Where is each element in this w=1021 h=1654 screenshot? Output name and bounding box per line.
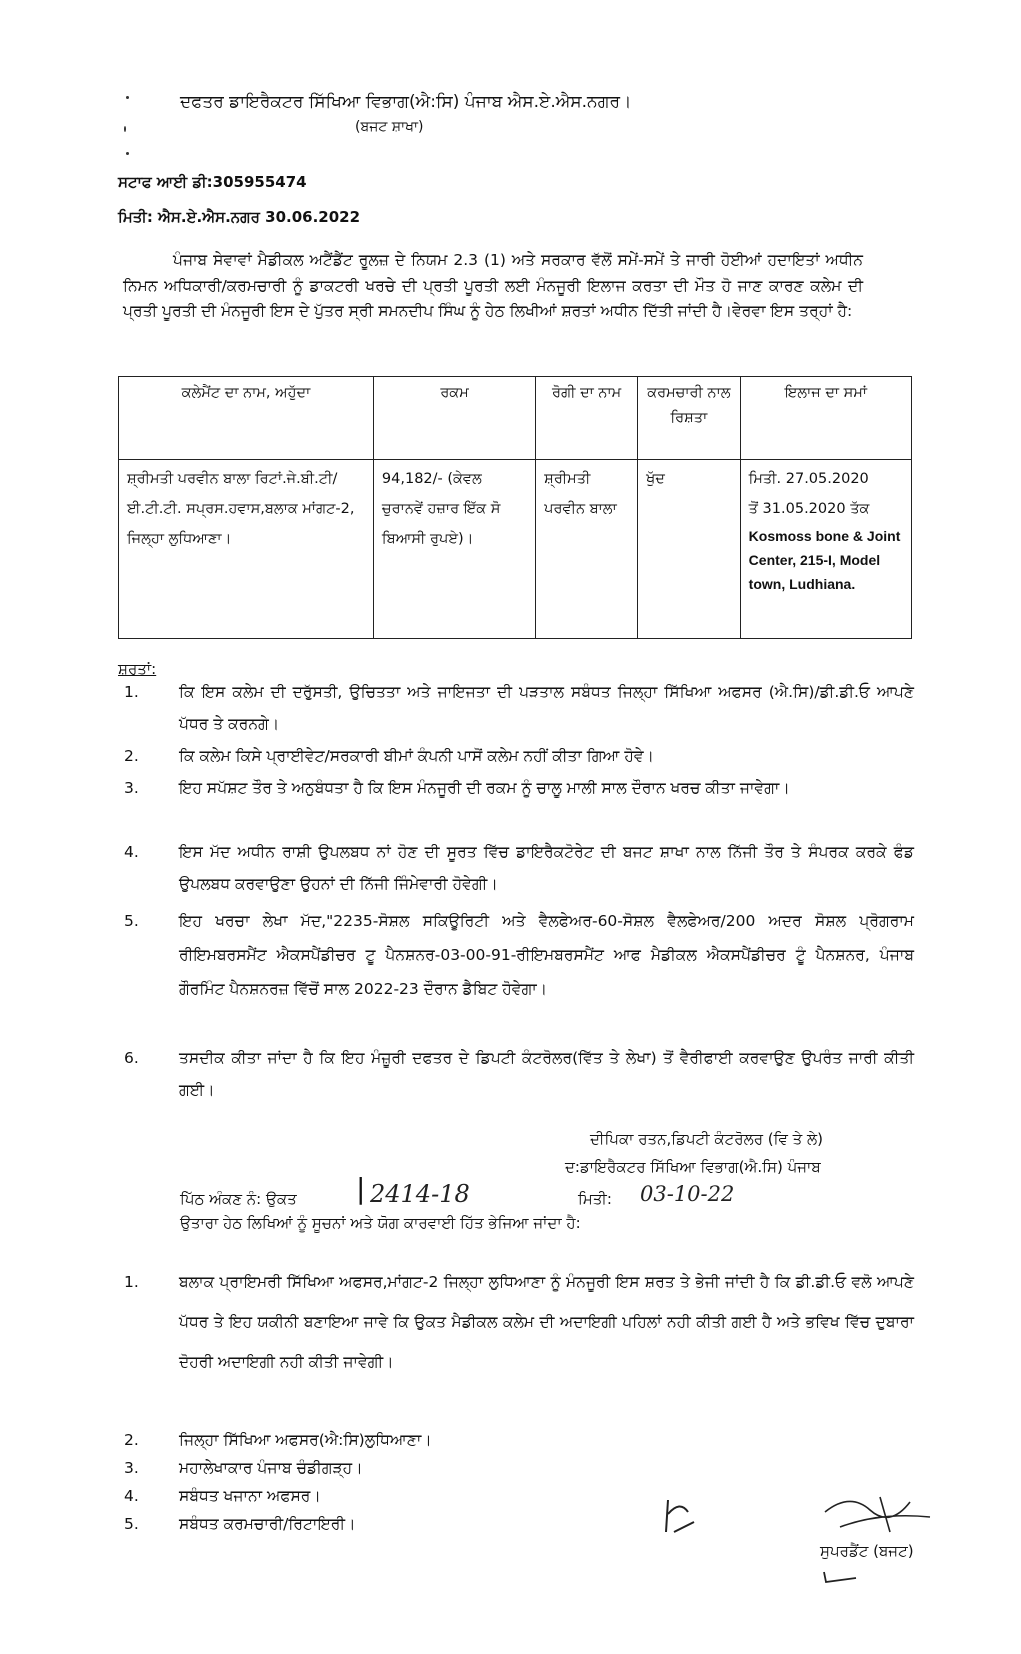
recipient-item	[124, 1262, 914, 1382]
condition-text: ਇਸ ਮੱਦ ਅਧੀਨ ਰਾਸ਼ੀ ਉਪਲਬਧ ਨਾਂ ਹੋਣ ਦੀ ਸੂਰਤ ਵਿੱਚ ਡਾਇਰੈਕਟੋਰੇਟ ਦੀ ਬਜਟ ਸ਼ਾਖਾ ਨਾਲ ਨਿੱਜੀ ਤੌਰ ਤੇ ਸੰਪਰਕ ਕਰਕੇ ਫੰਡ ਉਪਲਬਧ ਕਰਵਾਉਣਾ ਉਹਨਾਂ ਦੀ ਨਿੱਜੀ ਜਿੰਮੇਵਾਰੀ ਹੋਵੇਗੀ।	[179, 843, 914, 893]
recipient-item	[124, 1482, 914, 1510]
condition-text: ਕਿ ਇਸ ਕਲੇਮ ਦੀ ਦਰੁੱਸਤੀ, ਉਚਿਤਤਾ ਅਤੇ ਜਾਇਜਤਾ ਦੀ ਪੜਤਾਲ ਸਬੰਧਤ ਜਿਲ੍ਹਾ ਸਿੱਖਿਆ ਅਫਸਰ (ਐ.ਸਿ)/ਡੀ.ਡੀ.ਓ ਆਪਣੇ ਪੱਧਰ ਤੇ ਕਰਨਗੇ।	[179, 683, 914, 733]
condition-number: 1.	[124, 683, 139, 701]
recipient-text: ਬਲਾਕ ਪ੍ਰਾਇਮਰੀ ਸਿੱਖਿਆ ਅਫਸਰ,ਮਾਂਗਟ-2 ਜਿਲ੍ਹਾ ਲੁਧਿਆਣਾ ਨੂੰ ਮੰਨਜੂਰੀ ਇਸ ਸ਼ਰਤ ਤੇ ਭੇਜੀ ਜਾਂਦੀ ਹੈ ਕਿ ਡੀ.ਡੀ.ਓ ਵਲੋ ਆਪਣੇ ਪੱਧਰ ਤੇ ਇਹ ਯਕੀਨੀ ਬਣਾਇਆ ਜਾਵੇ ਕਿ ਉਕਤ ਮੈਡੀਕਲ ਕਲੇਮ ਦੀ ਅਦਾਇਗੀ ਪਹਿਲਾਂ ਨਹੀ ਕੀਤੀ ਗਈ ਹੈ ਅਤੇ ਭਵਿਖ ਵਿੱਚ ਦੁਬਾਰਾ ਦੋਹਰੀ ਅਦਾਇਗੀ ਨਹੀ ਕੀਤੀ ਜਾਵੇਗੀ।	[179, 1273, 914, 1371]
endorsement-bracket: |	[356, 1172, 366, 1205]
condition-text: ਇਹ ਸਪੱਸ਼ਟ ਤੌਰ ਤੇ ਅਨੁਬੰਧਤਾ ਹੈ ਕਿ ਇਸ ਮੰਨਜੂਰੀ ਦੀ ਰਕਮ ਨੂੰ ਚਾਲੂ ਮਾਲੀ ਸਾਲ ਦੌਰਾਨ ਖਰਚ ਕੀਤਾ ਜਾਵੇਗਾ।	[179, 779, 790, 797]
scan-speck	[126, 96, 129, 99]
signature-stroke	[825, 1497, 930, 1532]
hospital-address: Kosmoss bone & Joint Center, 215-I, Model town, Ludhiana.	[748, 528, 901, 592]
endorsement-label: ਪਿੱਠ ਅੰਕਣ ਨੰ: ਉਕਤ	[180, 1190, 297, 1208]
table-header-row	[119, 377, 912, 460]
condition-item	[124, 904, 914, 1006]
recipient-number: 2.	[124, 1431, 139, 1449]
recipient-text: ਮਹਾਲੇਖਾਕਾਰ ਪੰਜਾਬ ਚੰਡੀਗੜ੍ਹ।	[179, 1459, 363, 1477]
signatory-office: ਦ:ਡਾਇਰੈਕਟਰ ਸਿੱਖਿਆ ਵਿਭਾਗ(ਐ.ਸਿ) ਪੰਜਾਬ	[565, 1158, 821, 1176]
condition-number: 5.	[124, 912, 139, 930]
condition-number: 4.	[124, 843, 139, 861]
dated-signature	[820, 1482, 940, 1542]
condition-item	[124, 740, 914, 772]
scan-speck	[126, 152, 129, 155]
condition-number: 6.	[124, 1049, 139, 1067]
cell-relation: ਖੁੱਦ	[638, 460, 741, 639]
recipient-text: ਜਿਲ੍ਹਾ ਸਿੱਖਿਆ ਅਫਸਰ(ਐ:ਸਿ)ਲੁਧਿਆਣਾ।	[179, 1431, 432, 1449]
recipient-item	[124, 1454, 914, 1482]
recipient-number: 1.	[124, 1273, 139, 1291]
period-from: ਮਿਤੀ. 27.05.2020	[748, 471, 869, 487]
short-signature	[820, 1566, 860, 1586]
condition-text: ਕਿ ਕਲੇਮ ਕਿਸੇ ਪ੍ਰਾਈਵੇਟ/ਸਰਕਾਰੀ ਬੀਮਾਂ ਕੰਪਨੀ ਪਾਸੋਂ ਕਲੇਮ ਨਹੀਂ ਕੀਤਾ ਗਿਆ ਹੋਵੇ।	[179, 747, 655, 765]
header-amount: ਰਕਮ	[373, 377, 535, 460]
cell-patient: ਸ਼੍ਰੀਮਤੀ ਪਰਵੀਨ ਬਾਲਾ	[536, 460, 638, 639]
office-header: ਦਫਤਰ ਡਾਇਰੈਕਟਰ ਸਿੱਖਿਆ ਵਿਭਾਗ(ਐ:ਸਿ) ਪੰਜਾਬ ਐਸ.ਏ.ਐਸ.ਨਗਰ।	[180, 92, 632, 112]
recipient-number: 4.	[124, 1487, 139, 1505]
header-claimant: ਕਲੇਮੈਂਟ ਦਾ ਨਾਮ, ਅਹੁੱਦਾ	[119, 377, 374, 460]
cell-claimant: ਸ਼੍ਰੀਮਤੀ ਪਰਵੀਨ ਬਾਲਾ ਰਿਟਾਂ.ਜੇ.ਬੀ.ਟੀ/ਈ.ਟੀ.ਟੀ. ਸਪ੍ਰਸ.ਹਵਾਸ,ਬਲਾਕ ਮਾਂਗਟ-2, ਜਿਲ੍ਹਾ ਲੁਧਿਆਣਾ।	[119, 460, 374, 639]
cell-period	[740, 460, 911, 639]
condition-item	[124, 1042, 914, 1106]
condition-number: 3.	[124, 779, 139, 797]
recipient-text: ਸਬੰਧਤ ਖਜਾਨਾ ਅਫਸਰ।	[179, 1487, 321, 1505]
signatory-name: ਦੀਪਿਕਾ ਰਤਨ,ਡਿਪਟੀ ਕੰਟਰੋਲਰ (ਵਿ ਤੇ ਲੇ)	[590, 1130, 823, 1148]
claims-table	[118, 376, 912, 639]
issue-date: ਮਿਤੀ: ਐਸ.ਏ.ਐਸ.ਨਗਰ 30.06.2022	[118, 208, 361, 226]
recipient-item	[124, 1510, 914, 1538]
cell-amount: 94,182/- (ਕੇਵਲ ਚੁਰਾਨਵੇਂ ਹਜ਼ਾਰ ਇੱਕ ਸੋ ਬਿਆਸੀ ਰੁਪਏ)।	[373, 460, 535, 639]
condition-item	[124, 772, 914, 804]
intro-paragraph: ਪੰਜਾਬ ਸੇਵਾਵਾਂ ਮੈਡੀਕਲ ਅਟੈਂਡੈਂਟ ਰੂਲਜ਼ ਦੇ ਨਿਯਮ 2.3 (1) ਅਤੇ ਸਰਕਾਰ ਵੱਲੋਂ ਸਮੇਂ-ਸਮੇਂ ਤੇ ਜਾਰੀ ਹੋਈਆਂ ਹਦਾਇਤਾਂ ਅਧੀਨ ਨਿਮਨ ਅਧਿਕਾਰੀ/ਕਰਮਚਾਰੀ ਨੂੰ ਡਾਕਟਰੀ ਖਰਚੇ ਦੀ ਪ੍ਰਤੀ ਪੂਰਤੀ ਲਈ ਮੰਨਜੂਰੀ ਇਲਾਜ ਕਰਤਾ ਦੀ ਮੌਤ ਹੋ ਜਾਣ ਕਾਰਣ ਕਲੇਮ ਦੀ ਪ੍ਰਤੀ ਪੂਰਤੀ ਦੀ ਮੰਨਜੂਰੀ ਇਸ ਦੇ ਪੁੱਤਰ ਸ੍ਰੀ ਸਮਨਦੀਪ ਸਿੰਘ ਨੂੰ ਹੇਠ ਲਿਖੀਆਂ ਸ਼ਰਤਾਂ ਅਧੀਨ ਦਿੱਤੀ ਜਾਂਦੀ ਹੈ।ਵੇਰਵਾ ਇਸ ਤਰ੍ਹਾਂ ਹੈ:	[123, 251, 863, 320]
endorsement-date: 03-10-22	[640, 1182, 735, 1206]
scan-speck	[124, 126, 126, 132]
header-period: ਇਲਾਜ ਦਾ ਸਮਾਂ	[740, 377, 911, 460]
conditions-title: ਸ਼ਰਤਾਂ:	[118, 660, 157, 678]
condition-item	[124, 836, 914, 900]
recipient-number: 3.	[124, 1459, 139, 1477]
header-patient: ਰੋਗੀ ਦਾ ਨਾਮ	[536, 377, 638, 460]
condition-text: ਤਸਦੀਕ ਕੀਤਾ ਜਾਂਦਾ ਹੈ ਕਿ ਇਹ ਮੰਜ਼ੂਰੀ ਦਫਤਰ ਦੇ ਡਿਪਟੀ ਕੰਟਰੋਲਰ(ਵਿੱਤ ਤੇ ਲੇਖਾ) ਤੋਂ ਵੈਰੀਫਾਈ ਕਰਵਾਉਣ ਉਪਰੰਤ ਜਾਰੀ ਕੀਤੀ ਗਈ।	[179, 1049, 914, 1099]
endorsement-number: 2414-18	[370, 1180, 470, 1208]
recipient-item	[124, 1426, 914, 1454]
signature-stroke	[666, 1500, 694, 1532]
condition-item	[124, 676, 914, 740]
condition-text: ਇਹ ਖਰਚਾ ਲੇਖਾ ਮੱਦ,"2235-ਸੋਸ਼ਲ ਸਕਿਊਰਿਟੀ ਅਤੇ ਵੈਲਫੇਅਰ-60-ਸੋਸ਼ਲ ਵੈਲਫੇਅਰ/200 ਅਦਰ ਸੋਸ਼ਲ ਪ੍ਰੋਗਰਾਮ ਰੀਇਮਬਰਸਮੈਂਟ ਐਕਸਪੈਂਡੀਚਰ ਟੂ ਪੈਨਸ਼ਨਰ-03-00-91-ਰੀਇਮਬਰਸਮੈਂਟ ਆਫ ਮੈਡੀਕਲ ਐਕਸਪੈਂਡੀਚਰ ਟੂੰ ਪੈਨਸ਼ਨਰ, ਪੰਜਾਬ ਗੌਰਮਿੰਟ ਪੈਨਸ਼ਨਰਜ਼ ਵਿੱਚੋਂ ਸਾਲ 2022-23 ਦੌਰਾਨ ਡੈਬਿਟ ਹੋਵੇਗਾ।	[179, 912, 914, 998]
endorsement-note: ਉਤਾਰਾ ਹੇਠ ਲਿਖਿਆਂ ਨੂੰ ਸੂਚਨਾਂ ਅਤੇ ਯੋਗ ਕਾਰਵਾਈ ਹਿੱਤ ਭੇਜਿਆ ਜਾਂਦਾ ਹੈ:	[180, 1214, 581, 1232]
period-to: ਤੋਂ 31.05.2020 ਤੱਕ	[748, 501, 870, 517]
header-relation: ਕਰਮਚਾਰੀ ਨਾਲ ਰਿਸ਼ਤਾ	[638, 377, 741, 460]
staff-id: ਸਟਾਫ ਆਈ ਡੀ:305955474	[118, 173, 307, 191]
superintendent-title: ਸੁਪਰਡੈਂਟ (ਬਜਟ)	[820, 1542, 914, 1560]
branch-subheader: (ਬਜਟ ਸ਼ਾਖਾ)	[355, 119, 424, 135]
recipient-number: 5.	[124, 1515, 139, 1533]
table-row	[119, 460, 912, 639]
endorsement-date-label: ਮਿਤੀ:	[578, 1190, 612, 1208]
signature-stroke	[824, 1572, 856, 1582]
condition-number: 2.	[124, 747, 139, 765]
recipient-text: ਸਬੰਧਤ ਕਰਮਚਾਰੀ/ਰਿਟਾਇਰੀ।	[179, 1515, 356, 1533]
initials-signature	[660, 1492, 700, 1542]
